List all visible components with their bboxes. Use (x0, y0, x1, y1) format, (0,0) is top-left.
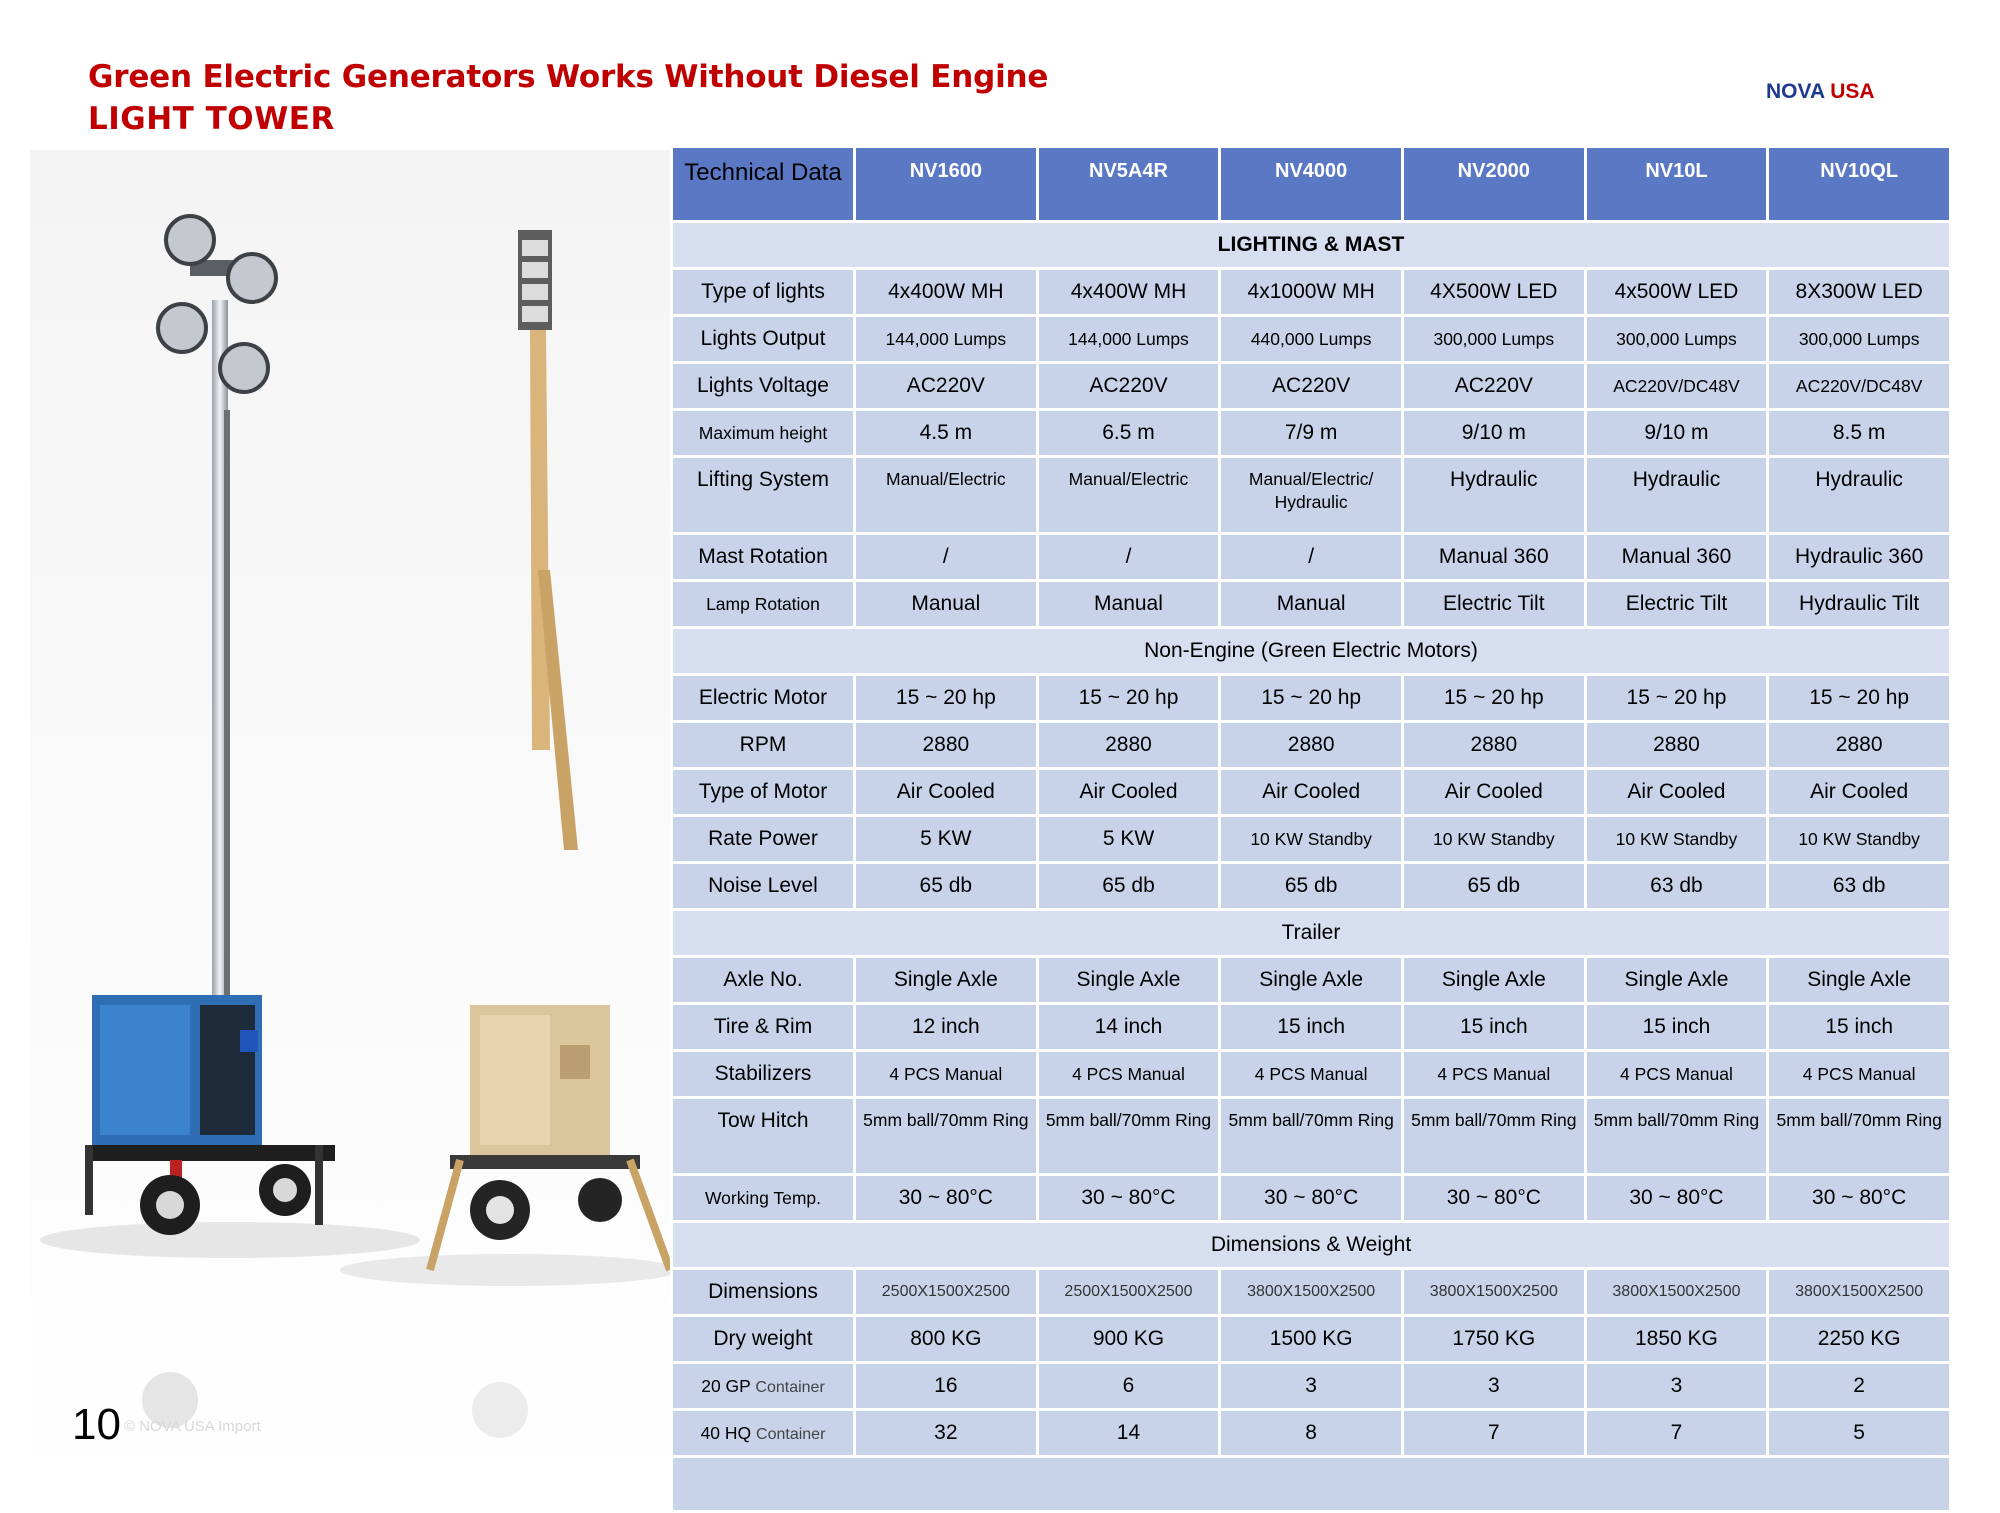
table-cell: 2 (1769, 1364, 1949, 1408)
table-cell: 30 ~ 80°C (1404, 1176, 1584, 1220)
model-header: NV10L (1587, 148, 1767, 220)
table-cell: 7/9 m (1221, 411, 1401, 455)
table-cell: Manual/Electric (1039, 458, 1219, 532)
table-cell: 300,000 Lumps (1587, 317, 1767, 361)
row-label (673, 1317, 853, 1361)
table-cell: Air Cooled (856, 770, 1036, 814)
table-cell: 1850 KG (1587, 1317, 1767, 1361)
table-cell: 2880 (856, 723, 1036, 767)
table-row (673, 1270, 1949, 1314)
table-cell: 15 ~ 20 hp (856, 676, 1036, 720)
table-cell: 3800X1500X2500 (1769, 1270, 1949, 1314)
table-cell: 65 db (1039, 864, 1219, 908)
table-row (673, 1005, 1949, 1049)
table-row (673, 364, 1949, 408)
model-header: NV2000 (1404, 148, 1584, 220)
row-label-text: Maximum height (698, 422, 828, 443)
section-row (673, 911, 1949, 955)
row-label-text: Mast Rotation (698, 545, 828, 568)
table-cell: 30 ~ 80°C (1587, 1176, 1767, 1220)
brand-part-2: USA (1830, 80, 1875, 103)
row-label (673, 364, 853, 408)
row-label (673, 1052, 853, 1096)
table-row (673, 1052, 1949, 1096)
table-cell: Manual (1221, 582, 1401, 626)
table-cell: 4x500W LED (1587, 270, 1767, 314)
table-cell: 4 PCS Manual (1039, 1052, 1219, 1096)
table-cell: 3800X1500X2500 (1221, 1270, 1401, 1314)
table-cell: 5 KW (1039, 817, 1219, 861)
section-title: Trailer (673, 911, 1949, 955)
table-cell: AC220V (1221, 364, 1401, 408)
table-footer-row (673, 1458, 1949, 1510)
row-label (673, 864, 853, 908)
table-cell: 5mm ball/70mm Ring (1587, 1099, 1767, 1173)
table-cell: Hydraulic (1769, 458, 1949, 532)
table-cell: Manual (1039, 582, 1219, 626)
row-label-text: Lights Output (700, 327, 826, 350)
table-cell: AC220V/DC48V (1587, 364, 1767, 408)
table-cell: Single Axle (1039, 958, 1219, 1002)
table-cell: 4 PCS Manual (1221, 1052, 1401, 1096)
table-cell: 6.5 m (1039, 411, 1219, 455)
row-label-suffix: Container (755, 1378, 825, 1396)
table-cell: 7 (1587, 1411, 1767, 1455)
table-cell: 5mm ball/70mm Ring (1404, 1099, 1584, 1173)
table-cell: 2880 (1039, 723, 1219, 767)
table-cell: 300,000 Lumps (1404, 317, 1584, 361)
table-cell: Manual/Electric/ Hydraulic (1221, 458, 1401, 532)
table-cell: 15 ~ 20 hp (1769, 676, 1949, 720)
table-row (673, 770, 1949, 814)
row-label-text: Rate Power (708, 827, 818, 850)
row-label-text: Working Temp. (704, 1187, 822, 1208)
table-cell: Hydraulic (1587, 458, 1767, 532)
table-cell: 10 KW Standby (1221, 817, 1401, 861)
row-label-text: RPM (739, 733, 787, 756)
row-label-text: Noise Level (708, 874, 818, 897)
row-label (673, 411, 853, 455)
table-cell: 15 inch (1769, 1005, 1949, 1049)
row-label-text: 20 GP (701, 1375, 751, 1396)
table-cell: 4X500W LED (1404, 270, 1584, 314)
table-cell: 63 db (1587, 864, 1767, 908)
row-label-text: Lights Voltage (697, 374, 829, 397)
row-label (673, 317, 853, 361)
brand-logo-text (1766, 80, 1875, 104)
row-label (673, 270, 853, 314)
section-title: LIGHTING & MAST (673, 223, 1949, 267)
table-cell: 15 inch (1221, 1005, 1401, 1049)
table-cell: 9/10 m (1404, 411, 1584, 455)
table-row (673, 317, 1949, 361)
table-cell: 15 ~ 20 hp (1221, 676, 1401, 720)
table-cell: 4x400W MH (1039, 270, 1219, 314)
row-label-suffix: Container (756, 1425, 826, 1443)
table-cell: 3 (1221, 1364, 1401, 1408)
row-label-text: 40 HQ (700, 1422, 752, 1443)
table-cell: 6 (1039, 1364, 1219, 1408)
table-cell: Hydraulic 360 (1769, 535, 1949, 579)
table-header-row (673, 148, 1949, 220)
row-label (673, 770, 853, 814)
table-cell: 8 (1221, 1411, 1401, 1455)
light-tower-product-photo (30, 150, 670, 1500)
table-cell: 2880 (1404, 723, 1584, 767)
footnote-copyright: © NOVA USA Import (124, 1418, 261, 1435)
table-cell: 5mm ball/70mm Ring (1221, 1099, 1401, 1173)
table-cell: 5mm ball/70mm Ring (1039, 1099, 1219, 1173)
table-cell: Manual 360 (1404, 535, 1584, 579)
table-row (673, 817, 1949, 861)
table-row (673, 582, 1949, 626)
table-cell: 15 inch (1404, 1005, 1584, 1049)
table-cell: 14 inch (1039, 1005, 1219, 1049)
row-label (673, 1099, 853, 1173)
table-cell: 2880 (1769, 723, 1949, 767)
table-cell: 15 ~ 20 hp (1404, 676, 1584, 720)
table-row (673, 1176, 1949, 1220)
model-header: NV5A4R (1039, 148, 1219, 220)
row-label (673, 535, 853, 579)
table-cell: 4 PCS Manual (1404, 1052, 1584, 1096)
table-cell: 32 (856, 1411, 1036, 1455)
table-cell: / (856, 535, 1036, 579)
table-cell: 15 ~ 20 hp (1587, 676, 1767, 720)
row-label-text: Type of Motor (698, 780, 828, 803)
brand-part-1: NOVA (1766, 80, 1825, 103)
table-cell: Hydraulic Tilt (1769, 582, 1949, 626)
table-cell: AC220V (1039, 364, 1219, 408)
row-label (673, 958, 853, 1002)
table-cell: 2500X1500X2500 (1039, 1270, 1219, 1314)
table-cell: 15 ~ 20 hp (1039, 676, 1219, 720)
row-label-text: Stabilizers (714, 1062, 812, 1085)
table-row (673, 1411, 1949, 1455)
table-cell: 30 ~ 80°C (1769, 1176, 1949, 1220)
table-cell: Single Axle (1404, 958, 1584, 1002)
row-label (673, 1364, 853, 1408)
table-cell: Air Cooled (1769, 770, 1949, 814)
table-cell: Electric Tilt (1404, 582, 1584, 626)
table-cell: 30 ~ 80°C (1221, 1176, 1401, 1220)
table-cell: / (1039, 535, 1219, 579)
page-title: Green Electric Generators Works Without Diesel Engine (88, 59, 1049, 95)
section-row (673, 1223, 1949, 1267)
table-cell: Single Axle (1221, 958, 1401, 1002)
table-cell: 65 db (1221, 864, 1401, 908)
table-cell: Single Axle (1769, 958, 1949, 1002)
table-cell: Manual 360 (1587, 535, 1767, 579)
table-cell: 12 inch (856, 1005, 1036, 1049)
table-cell: 144,000 Lumps (1039, 317, 1219, 361)
table-row (673, 1099, 1949, 1173)
table-cell: 65 db (1404, 864, 1584, 908)
table-cell: 3 (1587, 1364, 1767, 1408)
table-cell: 440,000 Lumps (1221, 317, 1401, 361)
table-row (673, 723, 1949, 767)
table-cell: 5mm ball/70mm Ring (1769, 1099, 1949, 1173)
section-title: Non-Engine (Green Electric Motors) (673, 629, 1949, 673)
table-row (673, 458, 1949, 532)
row-label-text: Tire & Rim (713, 1015, 813, 1038)
table-cell: 4 PCS Manual (856, 1052, 1036, 1096)
table-cell: 10 KW Standby (1404, 817, 1584, 861)
table-row (673, 958, 1949, 1002)
table-cell: AC220V (856, 364, 1036, 408)
table-cell: 30 ~ 80°C (856, 1176, 1036, 1220)
row-label-text: Lifting System (697, 468, 829, 491)
row-label-text: Axle No. (723, 968, 803, 991)
table-cell: 4x400W MH (856, 270, 1036, 314)
table-cell: 15 inch (1587, 1005, 1767, 1049)
table-cell: 3800X1500X2500 (1587, 1270, 1767, 1314)
table-cell: 2500X1500X2500 (856, 1270, 1036, 1314)
table-cell: Single Axle (1587, 958, 1767, 1002)
page-number: 10 (72, 1400, 121, 1449)
table-footer-band (673, 1458, 1949, 1510)
header-corner-cell: Technical Data (673, 148, 853, 220)
table-cell: 63 db (1769, 864, 1949, 908)
row-label (673, 1270, 853, 1314)
table-cell: 30 ~ 80°C (1039, 1176, 1219, 1220)
table-cell: Manual (856, 582, 1036, 626)
technical-data-table (670, 145, 1952, 1513)
table-cell: 3 (1404, 1364, 1584, 1408)
row-label (673, 582, 853, 626)
table-row (673, 270, 1949, 314)
table-cell: Air Cooled (1221, 770, 1401, 814)
table-cell: 144,000 Lumps (856, 317, 1036, 361)
table-cell: Electric Tilt (1587, 582, 1767, 626)
table-cell: 8X300W LED (1769, 270, 1949, 314)
table-cell: 65 db (856, 864, 1036, 908)
table-cell: AC220V/DC48V (1769, 364, 1949, 408)
table-cell: 10 KW Standby (1587, 817, 1767, 861)
table-cell: 4.5 m (856, 411, 1036, 455)
table-cell: 4 PCS Manual (1769, 1052, 1949, 1096)
row-label-text: Dimensions (708, 1280, 818, 1303)
section-title: Dimensions & Weight (673, 1223, 1949, 1267)
row-label (673, 1176, 853, 1220)
row-label (673, 723, 853, 767)
table-row (673, 1317, 1949, 1361)
row-label (673, 1411, 853, 1455)
table-cell: 1500 KG (1221, 1317, 1401, 1361)
table-cell: 800 KG (856, 1317, 1036, 1361)
table-cell: 2250 KG (1769, 1317, 1949, 1361)
table-cell: 10 KW Standby (1769, 817, 1949, 861)
table-cell: 5mm ball/70mm Ring (856, 1099, 1036, 1173)
table-cell: Hydraulic (1404, 458, 1584, 532)
section-row (673, 223, 1949, 267)
table-cell: 1750 KG (1404, 1317, 1584, 1361)
table-row (673, 676, 1949, 720)
table-cell: 2880 (1221, 723, 1401, 767)
table-cell: 9/10 m (1587, 411, 1767, 455)
section-row (673, 629, 1949, 673)
row-label-text: Type of lights (701, 280, 825, 303)
table-cell: 7 (1404, 1411, 1584, 1455)
table-cell: 3800X1500X2500 (1404, 1270, 1584, 1314)
table-row (673, 411, 1949, 455)
table-cell: 5 (1769, 1411, 1949, 1455)
table-cell: Air Cooled (1404, 770, 1584, 814)
row-label-text: Lamp Rotation (706, 593, 820, 614)
table-cell: Air Cooled (1039, 770, 1219, 814)
table-cell: Manual/Electric (856, 458, 1036, 532)
table-cell: Single Axle (856, 958, 1036, 1002)
table-row (673, 864, 1949, 908)
row-label (673, 458, 853, 532)
row-label-text: Dry weight (713, 1327, 813, 1350)
table-cell: 14 (1039, 1411, 1219, 1455)
row-label-text: Electric Motor (698, 686, 828, 709)
table-cell: 8.5 m (1769, 411, 1949, 455)
table-cell: / (1221, 535, 1401, 579)
table-row (673, 535, 1949, 579)
table-cell: AC220V (1404, 364, 1584, 408)
table-cell: 5 KW (856, 817, 1036, 861)
table-cell: 16 (856, 1364, 1036, 1408)
row-label (673, 676, 853, 720)
table-cell: Air Cooled (1587, 770, 1767, 814)
table-cell: 900 KG (1039, 1317, 1219, 1361)
table-cell: 2880 (1587, 723, 1767, 767)
table-row (673, 1364, 1949, 1408)
table-cell: 300,000 Lumps (1769, 317, 1949, 361)
model-header: NV10QL (1769, 148, 1949, 220)
table-cell: 4 PCS Manual (1587, 1052, 1767, 1096)
row-label (673, 817, 853, 861)
model-header: NV1600 (856, 148, 1036, 220)
page-subtitle: LIGHT TOWER (88, 101, 335, 137)
model-header: NV4000 (1221, 148, 1401, 220)
table-cell: 4x1000W MH (1221, 270, 1401, 314)
row-label (673, 1005, 853, 1049)
row-label-text: Tow Hitch (717, 1109, 809, 1132)
